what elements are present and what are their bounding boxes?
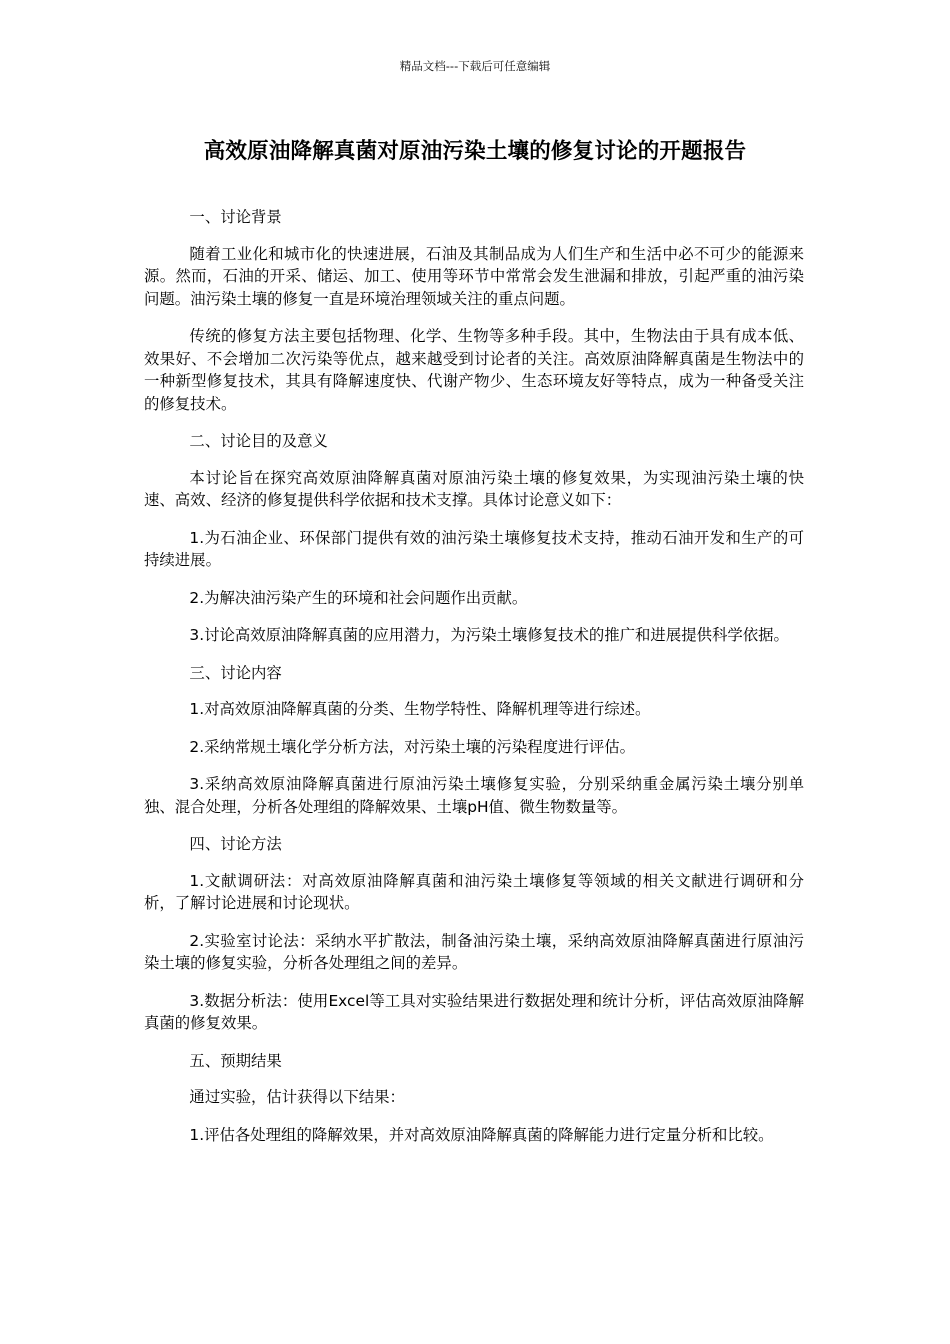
list-item: 3.采纳高效原油降解真菌进行原油污染土壤修复实验，分别采纳重金属污染土壤分别单独、混合处理，分析各处理组的降解效果、土壤pH值、微生物数量等。 xyxy=(144,775,804,816)
section-heading-background: 一、讨论背景 xyxy=(189,208,282,226)
list-item: 1.对高效原油降解真菌的分类、生物学特性、降解机理等进行综述。 xyxy=(189,700,651,718)
section-heading-content: 三、讨论内容 xyxy=(189,663,282,682)
list-item: 3.讨论高效原油降解真菌的应用潜力，为污染土壤修复技术的推广和进展提供科学依据。 xyxy=(189,626,789,644)
list-item: 1.为石油企业、环保部门提供有效的油污染土壤修复技术支持，推动石油开发和生产的可持续进展。 xyxy=(144,528,804,569)
paragraph: 通过实验，估计获得以下结果： xyxy=(189,1088,405,1106)
list-item: 1.文献调研法：对高效原油降解真菌和油污染土壤修复等领域的相关文献进行调研和分析，了解讨论进展和讨论现状。 xyxy=(144,871,804,912)
document-body xyxy=(144,206,804,1161)
paragraph: 随着工业化和城市化的快速进展，石油及其制品成为人们生产和生活中必不可少的能源来源。然而，石油的开采、储运、加工、使用等环节中常常会发生泄漏和排放，引起严重的油污染问题。油污染土壤的修复一直是环境治理领域关注的重点问题。 xyxy=(144,244,804,308)
header-note: 精品文档---下载后可任意编辑 xyxy=(399,59,551,73)
list-item: 2.实验室讨论法：采纳水平扩散法，制备油污染土壤，采纳高效原油降解真菌进行原油污染土壤的修复实验，分析各处理组之间的差异。 xyxy=(144,931,804,972)
list-item: 3.数据分析法：使用Excel等工具对实验结果进行数据处理和统计分析，评估高效原油降解真菌的修复效果。 xyxy=(144,991,804,1032)
section-heading-results: 五、预期结果 xyxy=(189,1051,282,1070)
document-title: 高效原油降解真菌对原油污染土壤的修复讨论的开题报告 xyxy=(203,139,747,164)
section-heading-methods: 四、讨论方法 xyxy=(189,835,282,853)
list-item: 1.评估各处理组的降解效果，并对高效原油降解真菌的降解能力进行定量分析和比较。 xyxy=(189,1125,774,1144)
list-item: 2.为解决油污染产生的环境和社会问题作出贡献。 xyxy=(189,588,528,607)
paragraph: 本讨论旨在探究高效原油降解真菌对原油污染土壤的修复效果，为实现油污染土壤的快速、高效、经济的修复提供科学依据和技术支撑。具体讨论意义如下： xyxy=(144,468,804,509)
section-heading-purpose: 二、讨论目的及意义 xyxy=(189,432,328,450)
paragraph: 传统的修复方法主要包括物理、化学、生物等多种手段。其中，生物法由于具有成本低、效果好、不会增加二次污染等优点，越来越受到讨论者的关注。高效原油降解真菌是生物法中的一种新型修复技术，其具有降解速度快、代谢产物少、生态环境友好等特点，成为一种备受关注的修复技术。 xyxy=(144,327,804,413)
list-item: 2.采纳常规土壤化学分析方法，对污染土壤的污染程度进行评估。 xyxy=(189,737,636,756)
